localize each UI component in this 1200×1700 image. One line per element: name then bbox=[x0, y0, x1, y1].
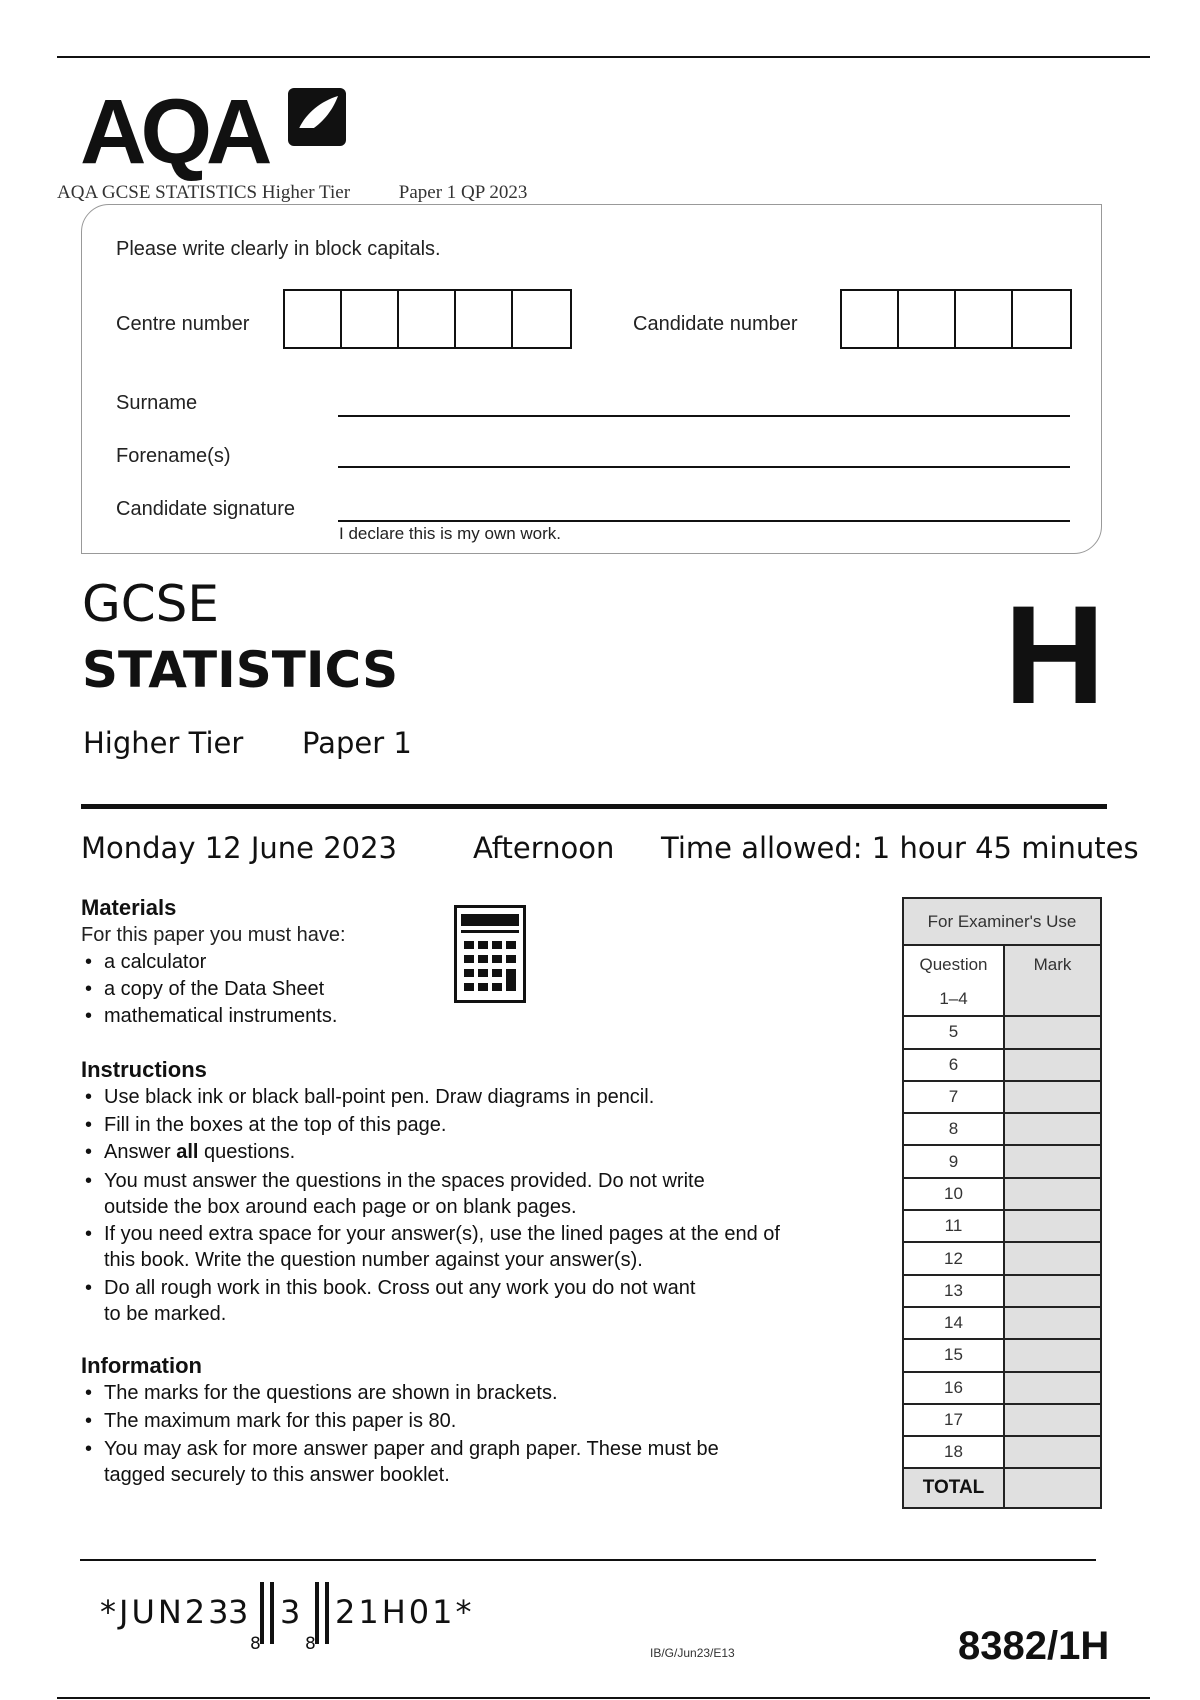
barcode: *JUN23 8 3 8 3 21H01* bbox=[100, 1582, 520, 1652]
header-subtitle-text: AQA GCSE STATISTICS Higher Tier bbox=[57, 182, 351, 203]
bottom-rule bbox=[57, 1697, 1150, 1699]
mark-cell bbox=[1005, 1373, 1100, 1403]
column-header-question: Question bbox=[904, 946, 1005, 983]
barcode-text-mid: 3 bbox=[228, 1593, 252, 1631]
barcode-text-start: *JUN23 bbox=[100, 1593, 232, 1631]
calculator-icon bbox=[454, 905, 526, 1003]
table-row bbox=[904, 1144, 1100, 1176]
total-label: TOTAL bbox=[904, 1469, 1005, 1507]
question-number: 17 bbox=[904, 1405, 1005, 1435]
footer-rule bbox=[80, 1559, 1096, 1561]
mark-cell bbox=[1005, 1276, 1100, 1306]
paper-ref: Paper 1 QP 2023 bbox=[398, 182, 528, 203]
table-row bbox=[904, 1241, 1100, 1273]
question-number: 10 bbox=[904, 1179, 1005, 1209]
question-number: 1–4 bbox=[904, 983, 1005, 1015]
table-row bbox=[904, 1015, 1100, 1047]
subject-title: STATISTICS bbox=[82, 641, 399, 699]
signature-input[interactable] bbox=[338, 520, 1070, 522]
question-number: 5 bbox=[904, 1017, 1005, 1047]
document-reference: IB/G/Jun23/E13 bbox=[650, 1646, 735, 1660]
mark-cell bbox=[1005, 1211, 1100, 1241]
surname-input[interactable] bbox=[338, 415, 1070, 417]
barcode-text-end: 21H01* bbox=[335, 1593, 475, 1631]
tier-label: Higher Tier bbox=[83, 726, 244, 760]
mark-cell bbox=[1005, 1179, 1100, 1209]
question-number: 9 bbox=[904, 1146, 1005, 1176]
forename-label: Forename(s) bbox=[116, 445, 231, 467]
signature-label: Candidate signature bbox=[116, 498, 296, 520]
mark-cell bbox=[1005, 1340, 1100, 1370]
mark-cell bbox=[1005, 1437, 1100, 1467]
aqa-logo bbox=[80, 81, 350, 184]
header-subtitle bbox=[57, 182, 527, 204]
mark-cell bbox=[1005, 1017, 1100, 1047]
mark-cell bbox=[1005, 1146, 1100, 1176]
time-allowed: Time allowed: 1 hour 45 minutes bbox=[661, 831, 1139, 865]
table-row bbox=[904, 1048, 1100, 1080]
table-row bbox=[904, 1274, 1100, 1306]
table-row bbox=[904, 1112, 1100, 1144]
mark-cell bbox=[1005, 1243, 1100, 1273]
question-number: 13 bbox=[904, 1276, 1005, 1306]
materials-intro: For this paper you must have: bbox=[81, 924, 346, 946]
mark-cell bbox=[1005, 983, 1100, 1015]
table-row bbox=[904, 1080, 1100, 1112]
question-number: 11 bbox=[904, 1211, 1005, 1241]
top-rule bbox=[57, 56, 1150, 58]
table-title: For Examiner's Use bbox=[904, 899, 1100, 944]
column-header-mark: Mark bbox=[1005, 946, 1100, 983]
question-number: 15 bbox=[904, 1340, 1005, 1370]
question-number: 18 bbox=[904, 1437, 1005, 1467]
candidate-number-label: Candidate number bbox=[633, 313, 798, 335]
paper-label: Paper 1 bbox=[302, 726, 412, 760]
barcode-sub: 8 bbox=[305, 1634, 319, 1654]
surname-label: Surname bbox=[116, 392, 198, 414]
tier-letter: H bbox=[1004, 576, 1106, 733]
forename-input[interactable] bbox=[338, 466, 1070, 468]
declaration-text: I declare this is my own work. bbox=[339, 524, 562, 543]
qualification-title: GCSE bbox=[82, 575, 219, 633]
table-row bbox=[904, 983, 1100, 1015]
aqa-leaf-icon bbox=[288, 88, 346, 146]
centre-number-input[interactable] bbox=[283, 289, 572, 349]
table-row bbox=[904, 1209, 1100, 1241]
exam-date: Monday 12 June 2023 bbox=[81, 831, 397, 865]
question-number: 7 bbox=[904, 1082, 1005, 1112]
mark-cell bbox=[1005, 1050, 1100, 1080]
mark-cell bbox=[1005, 1114, 1100, 1144]
mark-cell bbox=[1005, 1082, 1100, 1112]
table-row bbox=[904, 1403, 1100, 1435]
information-heading: Information bbox=[81, 1353, 202, 1378]
materials-heading: Materials bbox=[81, 895, 177, 920]
exam-session: Afternoon bbox=[473, 831, 615, 865]
mark-cell bbox=[1005, 1308, 1100, 1338]
table-row bbox=[904, 1338, 1100, 1370]
instructions-heading: Instructions bbox=[81, 1057, 207, 1082]
table-row bbox=[904, 1306, 1100, 1338]
block-capitals-instruction: Please write clearly in block capitals. bbox=[116, 238, 441, 260]
table-row bbox=[904, 1177, 1100, 1209]
candidate-number-input[interactable] bbox=[840, 289, 1072, 349]
question-number: 14 bbox=[904, 1308, 1005, 1338]
centre-number-label: Centre number bbox=[116, 313, 250, 335]
question-number: 8 bbox=[904, 1114, 1005, 1144]
aqa-logo-text: AQA bbox=[80, 81, 267, 183]
question-number: 12 bbox=[904, 1243, 1005, 1273]
title-rule bbox=[81, 804, 1107, 809]
question-number: 6 bbox=[904, 1050, 1005, 1080]
table-row bbox=[904, 1371, 1100, 1403]
paper-code: 8382/1H bbox=[958, 1624, 1110, 1668]
question-number: 16 bbox=[904, 1373, 1005, 1403]
barcode-sub: 8 bbox=[250, 1634, 264, 1654]
examiner-use-table bbox=[902, 897, 1102, 1509]
total-mark-cell bbox=[1005, 1469, 1100, 1507]
mark-cell bbox=[1005, 1405, 1100, 1435]
table-row bbox=[904, 1435, 1100, 1467]
